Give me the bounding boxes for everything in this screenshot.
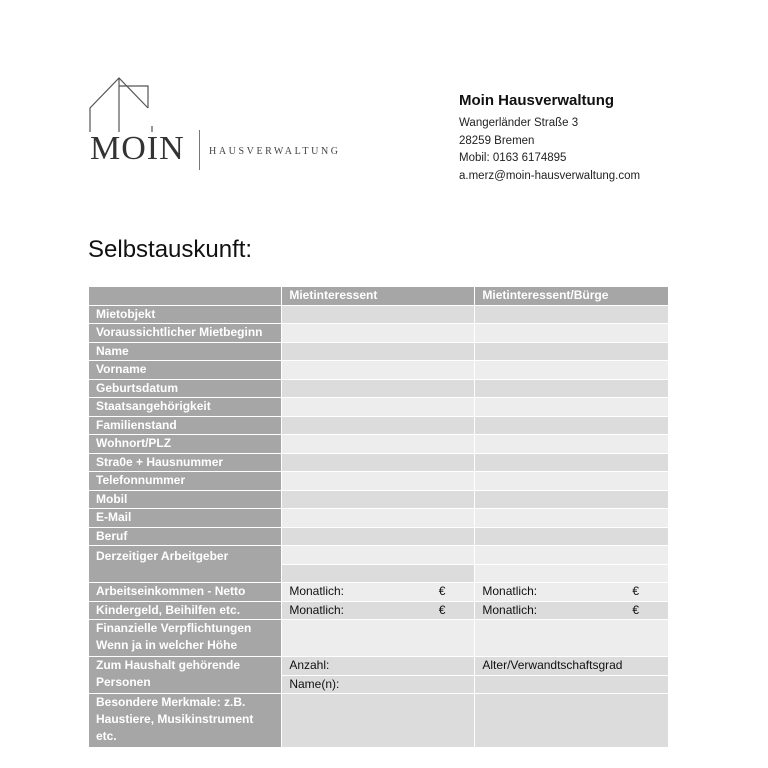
guarantor-benefits-field[interactable] (475, 601, 669, 620)
company-street: Wangerländer Straße 3 (459, 117, 579, 129)
euro-symbol: € (438, 602, 446, 617)
row-label (89, 694, 282, 748)
row-label: Arbeitseinkommen - Netto (89, 583, 282, 602)
guarantor-field[interactable] (475, 342, 669, 361)
monthly-label: Monatlich: (289, 584, 345, 598)
monthly-label: Monatlich: (289, 602, 345, 617)
row-label-line3: etc. (96, 729, 117, 743)
guarantor-field[interactable] (475, 675, 669, 694)
guarantor-field[interactable] (475, 509, 669, 528)
household-names-field[interactable]: Name(n): (282, 675, 475, 694)
company-name: Moin Hausverwaltung (459, 92, 615, 109)
table-row (89, 472, 669, 491)
applicant-benefits-field[interactable] (282, 601, 475, 620)
row-label: Beruf (89, 527, 282, 546)
logo-brand: MOIN (90, 130, 185, 167)
applicant-field[interactable] (282, 324, 475, 343)
table-row (89, 453, 669, 472)
euro-symbol: € (632, 584, 639, 598)
row-label: Wohnort/PLZ (89, 435, 282, 454)
table-row (89, 398, 669, 417)
table-row (89, 694, 669, 748)
household-count-field[interactable]: Anzahl: (282, 657, 475, 676)
applicant-field[interactable] (282, 342, 475, 361)
table-row (89, 509, 669, 528)
row-label (89, 657, 282, 694)
row-label: Kindergeld, Beihilfen etc. (89, 601, 282, 620)
logo-subtitle: HAUSVERWALTUNG (209, 146, 341, 157)
header-empty (89, 287, 282, 306)
guarantor-field[interactable] (475, 453, 669, 472)
guarantor-field[interactable] (475, 620, 669, 657)
guarantor-field[interactable] (475, 305, 669, 324)
euro-symbol: € (438, 584, 446, 598)
table-row (89, 620, 669, 657)
self-disclosure-table (88, 286, 669, 748)
table-row (89, 305, 669, 324)
table-row (89, 601, 669, 620)
row-label: Staatsangehörigkeit (89, 398, 282, 417)
applicant-field[interactable] (282, 305, 475, 324)
guarantor-field[interactable] (475, 490, 669, 509)
household-age-relation-field[interactable]: Alter/Verwandtschaftsgrad (475, 657, 669, 676)
monthly-label: Monatlich: (482, 584, 538, 598)
table-row (89, 379, 669, 398)
applicant-field[interactable] (282, 398, 475, 417)
guarantor-field[interactable] (475, 546, 669, 565)
applicant-field[interactable] (282, 490, 475, 509)
row-label: Vorname (89, 361, 282, 380)
company-city: 28259 Bremen (459, 134, 535, 147)
row-label: Familienstand (89, 416, 282, 435)
table-row (89, 324, 669, 343)
company-email[interactable]: a.merz@moin-hausverwaltung.com (459, 169, 641, 182)
guarantor-field[interactable] (475, 324, 669, 343)
row-label: Telefonnummer (89, 472, 282, 491)
applicant-income-field[interactable] (282, 583, 475, 602)
euro-symbol: € (632, 602, 639, 617)
header-guarantor: Mietinteressent/Bürge (475, 287, 669, 306)
house-roof-icon (88, 74, 208, 134)
row-label: Geburtsdatum (89, 379, 282, 398)
guarantor-field[interactable] (475, 527, 669, 546)
row-label: Derzeitiger Arbeitgeber (89, 546, 282, 583)
applicant-field[interactable] (282, 453, 475, 472)
table-header-row (89, 287, 669, 306)
row-label (89, 620, 282, 657)
applicant-field[interactable] (282, 361, 475, 380)
applicant-field[interactable] (282, 564, 475, 583)
row-label: Name (89, 342, 282, 361)
guarantor-field[interactable] (475, 564, 669, 583)
table-row (89, 361, 669, 380)
row-label: Voraussichtlicher Mietbeginn (89, 324, 282, 343)
company-logo (88, 74, 348, 174)
guarantor-field[interactable] (475, 416, 669, 435)
applicant-field[interactable] (282, 546, 475, 565)
logo-divider (199, 130, 200, 170)
row-label: Mietobjekt (89, 305, 282, 324)
monthly-label: Monatlich: (482, 602, 538, 617)
applicant-field[interactable] (282, 435, 475, 454)
row-label-line1: Zum Haushalt gehörende (96, 658, 241, 672)
table-row (89, 490, 669, 509)
page-title: Selbstauskunft: (88, 236, 253, 263)
applicant-field[interactable] (282, 620, 475, 657)
applicant-field[interactable] (282, 416, 475, 435)
guarantor-field[interactable] (475, 379, 669, 398)
row-label-line2: Personen (96, 675, 151, 689)
company-address-block (459, 92, 640, 185)
table-row (89, 527, 669, 546)
guarantor-field[interactable] (475, 361, 669, 380)
guarantor-field[interactable] (475, 472, 669, 491)
row-label-line1: Finanzielle Verpflichtungen (96, 621, 252, 635)
applicant-field[interactable] (282, 694, 475, 748)
guarantor-income-field[interactable] (475, 583, 669, 602)
row-label: E-Mail (89, 509, 282, 528)
applicant-field[interactable] (282, 472, 475, 491)
table-row (89, 657, 669, 676)
guarantor-field[interactable] (475, 435, 669, 454)
header-applicant: Mietinteressent (282, 287, 475, 306)
table-row (89, 583, 669, 602)
guarantor-field[interactable] (475, 694, 669, 748)
row-label-line2: Wenn ja in welcher Höhe (96, 638, 238, 652)
table-row (89, 435, 669, 454)
row-label-line2: Haustiere, Musikinstrument (96, 712, 254, 726)
table-row (89, 342, 669, 361)
applicant-field[interactable] (282, 527, 475, 546)
row-label-line1: Besondere Merkmale: z.B. (96, 695, 246, 709)
applicant-field[interactable] (282, 509, 475, 528)
row-label: Mobil (89, 490, 282, 509)
table-row (89, 546, 669, 565)
table-row (89, 416, 669, 435)
company-phone: Mobil: 0163 6174895 (459, 152, 567, 164)
guarantor-field[interactable] (475, 398, 669, 417)
applicant-field[interactable] (282, 379, 475, 398)
row-label: Stra0e + Hausnummer (89, 453, 282, 472)
